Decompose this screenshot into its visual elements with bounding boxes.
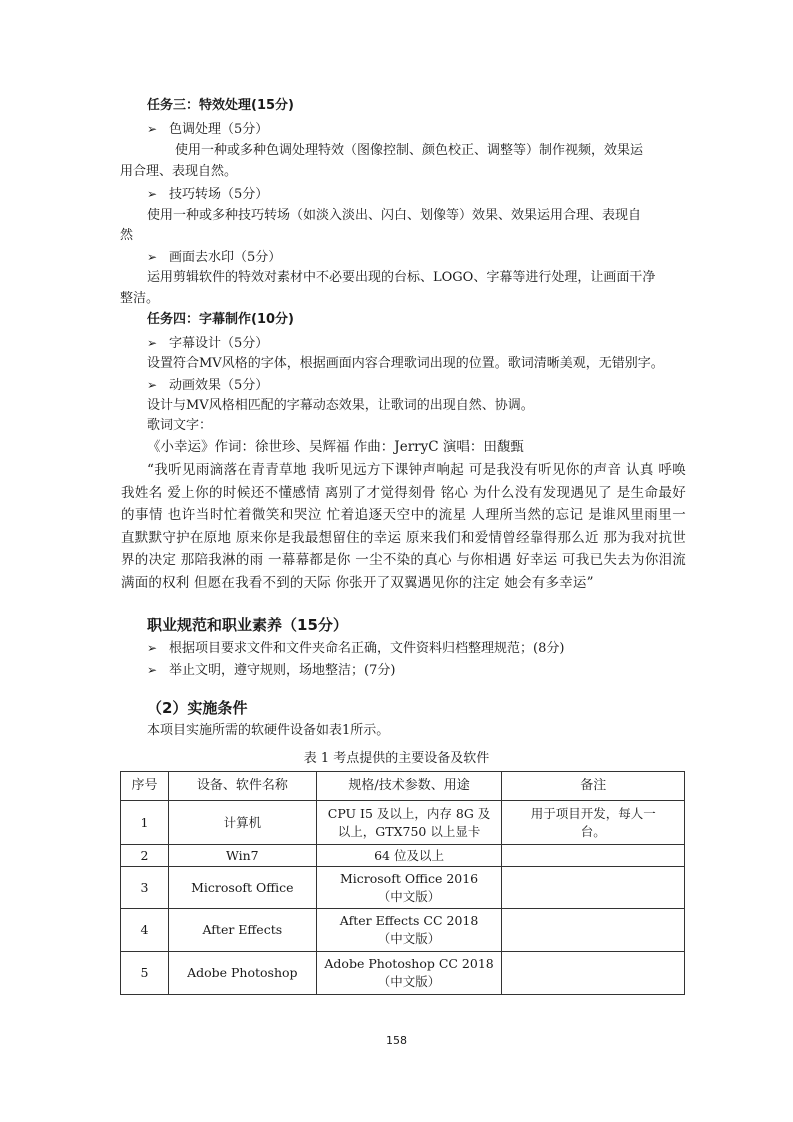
task3-item3 — [147, 247, 281, 268]
cell-note — [502, 952, 685, 995]
cell-spec-line1: CPU I5 及以上，内存 8G 及 — [327, 805, 491, 821]
cell-note-line1: 用于项目开发，每人一 — [530, 805, 656, 821]
cell-name: Win7 — [168, 845, 316, 867]
task3-item1-label: 色调处理（5分） — [169, 122, 269, 137]
cell-spec-line1: After Effects CC 2018 — [339, 913, 479, 928]
bullet-arrow-icon: ➢ — [147, 336, 158, 350]
lyrics-label: 歌词文字： — [147, 418, 213, 433]
task3-item2-desc-line2: 然 — [120, 228, 134, 243]
cell-spec: 64 位及以上 — [316, 845, 502, 867]
bullet-arrow-icon: ➢ — [147, 641, 158, 655]
task4-item1-desc: 设置符合MV风格的字体，根据画面内容合理歌词出现的位置。歌词清晰美观，无错别字。 — [147, 356, 664, 371]
cell-no: 5 — [121, 952, 169, 995]
cell-note — [502, 845, 685, 867]
professional-item2-label: 举止文明，遵守规则，场地整洁；(7分) — [169, 663, 396, 678]
page-number: 158 — [386, 1034, 407, 1047]
cell-spec-line2: （中文版） — [377, 888, 441, 904]
equipment-table — [120, 771, 685, 995]
task3-item2-label: 技巧转场（5分） — [169, 187, 269, 202]
task3-item2-desc-line1: 使用一种或多种技巧转场（如淡入淡出、闪白、划像等）效果、效果运用合理、表现自 — [147, 208, 642, 223]
table-row — [121, 952, 685, 995]
cell-name: Adobe Photoshop — [168, 952, 316, 995]
task3-item3-label: 画面去水印（5分） — [169, 250, 282, 265]
bullet-arrow-icon: ➢ — [147, 663, 158, 677]
task4-item2 — [147, 375, 268, 396]
cell-no: 3 — [121, 867, 169, 909]
header-spec: 规格/技术参数、用途 — [316, 772, 502, 801]
cell-no: 2 — [121, 845, 169, 867]
cell-note — [502, 801, 685, 845]
professional-item1 — [147, 638, 564, 659]
cell-spec-line2: （中文版） — [377, 974, 441, 989]
cell-no: 4 — [121, 909, 169, 952]
cell-name: After Effects — [168, 909, 316, 952]
professional-item1-label: 根据项目要求文件和文件夹命名正确，文件资料归档整理规范；(8分) — [169, 641, 565, 656]
bullet-arrow-icon: ➢ — [147, 187, 158, 201]
bullet-arrow-icon: ➢ — [147, 250, 158, 264]
task3-title: 任务三：特效处理(15分) — [147, 98, 294, 113]
bullet-arrow-icon: ➢ — [147, 378, 158, 392]
cell-name: Microsoft Office — [168, 867, 316, 909]
task4-item2-desc: 设计与MV风格相匹配的字幕动态效果，让歌词的出现自然、协调。 — [147, 398, 534, 413]
task3-item1 — [147, 119, 268, 140]
cell-no: 1 — [121, 801, 169, 845]
task4-item1 — [147, 333, 268, 354]
cell-spec-line1: Adobe Photoshop CC 2018 — [324, 956, 494, 971]
bullet-arrow-icon: ➢ — [147, 122, 158, 136]
task4-item2-label: 动画效果（5分） — [169, 378, 269, 393]
cell-name: 计算机 — [168, 801, 316, 845]
lyrics-text: “我听见雨滴落在青青草地 我听见远方下课钟声响起 可是我没有听见你的声音 认真 呼唤我姓名 爱上你的时候还不懂感情 离别了才觉得刻骨 铭心 为什么没有发现遇见了 是生命最好的事情 也许当时忙着微笑和哭泣 忙着追逐天空中的流星 人理所当然的忘记 是谁风里雨里一直默默守护在原地 原来你是我最想留住的幸运 原来我们和爱情曾经靠得那么近 那为我对抗世界的决定 那陪我淋的雨 一幕幕都是你 一尘不染的真心 与你相遇 好幸运 可我已失去为你泪流满面的权利 但愿在我看不到的天际 你张开了双翼遇见你的注定 她会有多幸运” — [121, 462, 686, 591]
task3-item3-desc-line1: 运用剪辑软件的特效对素材中不必要出现的台标、LOGO、字幕等进行处理，让画面干净 — [147, 270, 656, 285]
header-name: 设备、软件名称 — [168, 772, 316, 801]
task3-item3-desc-line2: 整洁。 — [120, 291, 160, 306]
task3-item2 — [147, 184, 268, 205]
table-row — [121, 909, 685, 952]
task3-item1-desc-line2: 用合理、表现自然。 — [120, 164, 238, 179]
cell-spec-line2: 以上，GTX750 以上显卡 — [337, 823, 481, 839]
header-no: 序号 — [121, 772, 169, 801]
header-note: 备注 — [502, 772, 685, 801]
cell-note — [502, 867, 685, 909]
table-header-row — [121, 772, 685, 801]
table-caption: 表 1 考点提供的主要设备及软件 — [303, 751, 490, 766]
cell-spec — [316, 867, 502, 909]
cell-spec — [316, 801, 502, 845]
cell-spec-line1: Microsoft Office 2016 — [339, 870, 479, 886]
professional-title: 职业规范和职业素养（15分） — [147, 616, 348, 634]
table-row — [121, 801, 685, 845]
conditions-intro: 本项目实施所需的软硬件设备如表1所示。 — [147, 723, 390, 738]
task4-title: 任务四：字幕制作(10分) — [147, 312, 294, 327]
task4-item1-label: 字幕设计（5分） — [169, 336, 269, 351]
song-info: 《小幸运》作词：徐世珍、吴辉福 作曲：JerryC 演唱：田馥甄 — [147, 439, 524, 455]
cell-spec — [316, 952, 502, 995]
cell-spec — [316, 909, 502, 952]
table-row — [121, 845, 685, 867]
task3-item1-desc-line1: 使用一种或多种色调处理特效（图像控制、颜色校正、调整等）制作视频，效果运 — [175, 143, 644, 158]
cell-note-line2: 台。 — [580, 823, 606, 839]
conditions-title: （2）实施条件 — [147, 699, 248, 717]
professional-item2 — [147, 660, 395, 681]
cell-note — [502, 909, 685, 952]
cell-spec-line2: （中文版） — [377, 931, 441, 946]
table-row — [121, 867, 685, 909]
